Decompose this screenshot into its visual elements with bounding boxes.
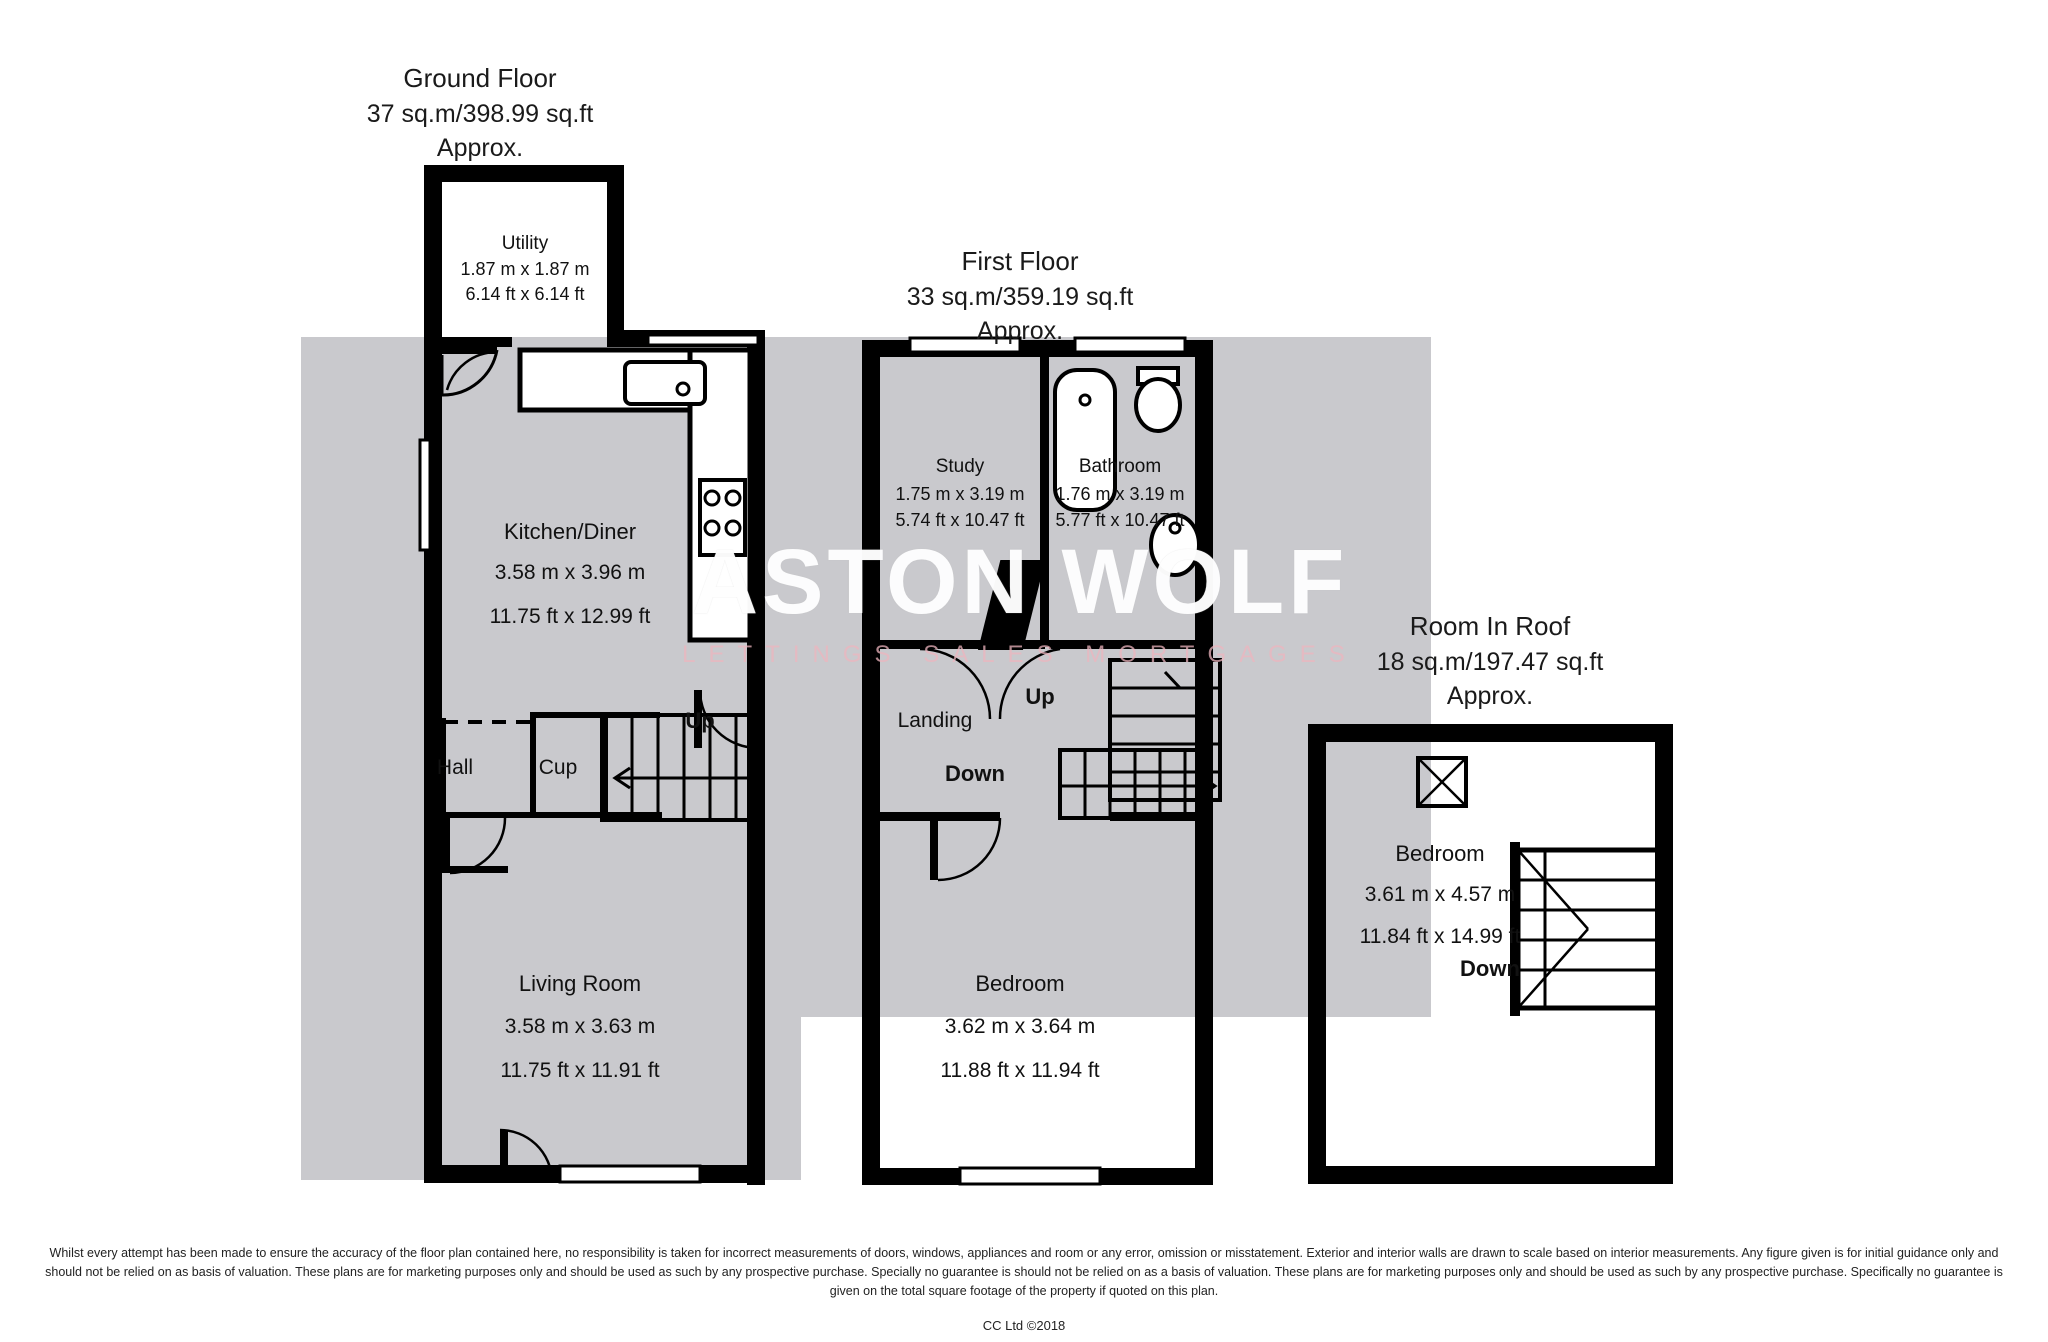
room-in-roof-area: 18 sq.m/197.47 sq.ft [1376, 648, 1604, 676]
ground-floor-approx: Approx. [436, 134, 524, 162]
gf-sink [625, 362, 705, 404]
room-dim-bathroom-ft: 5.77 ft x 10.47 ft [1055, 510, 1185, 530]
room-dim-bedroom-first-ft: 11.88 ft x 11.94 ft [940, 1059, 1100, 1082]
disclaimer-text: Whilst every attempt has been made to ensure the accuracy of the floor plan contained here, no responsibility is taken for incorrect measurements of doors, windows, appliances and room or any error, omission or misstatement. Exterior and interior walls are drawn to scale based on interior measurements. Any figure given is for initial guidance only and should not be relied on as basis of valuation. These plans are for marketing purposes only and should be used as such by any prospective purchase. Specially no guarantee is should not be relied on as a basis of valuation. These plans are for marketing purposes only and should be used as such by any prospective purchase. Specifically no guarantee is given on the total square footage of the property if quoted on this plan. [45, 1246, 2003, 1298]
room-dim-study-m: 1.75 m x 3.19 m [895, 484, 1025, 504]
room-dim-living-m: 3.58 m x 3.63 m [504, 1015, 656, 1038]
room-dim-bedroom-first-m: 3.62 m x 3.64 m [944, 1015, 1096, 1038]
room-label-study: Study [935, 456, 985, 477]
ff-door-bath-leaf [1060, 641, 1130, 649]
stair-label-up-ground: Up [685, 708, 715, 733]
ff-wall-landing-bottom [880, 812, 1000, 821]
rir-wall-left [1308, 724, 1326, 1184]
first-floor-approx: Approx. [976, 317, 1064, 345]
room-dim-bedroom-roof-ft: 11.84 ft x 14.99 ft [1359, 925, 1521, 948]
gf-hall-wall-bottom [442, 812, 662, 818]
rir-wall-top [1308, 724, 1673, 742]
watermark-sub: LETTINGS SALES MORTGAGES [682, 641, 1358, 668]
gf-door-living-leaf [500, 1130, 508, 1180]
stair-label-up-first: Up [1025, 684, 1055, 709]
ff-door-study-leaf [920, 641, 990, 649]
gf-window-living [560, 1166, 700, 1182]
room-label-kitchen-diner: Kitchen/Diner [503, 519, 637, 544]
room-dim-kitchen-ft: 11.75 ft x 12.99 ft [489, 605, 651, 628]
room-label-bedroom-first: Bedroom [975, 971, 1065, 996]
room-dim-living-ft: 11.75 ft x 11.91 ft [500, 1059, 660, 1082]
gf-wall-top [424, 165, 624, 182]
room-in-roof-title: Room In Roof [1409, 611, 1571, 641]
gf-window-kitchen [648, 335, 758, 345]
gf-door-hall-leaf [442, 818, 450, 873]
ground-floor-area: 37 sq.m/398.99 sq.ft [366, 100, 594, 128]
watermark-main: ASTON WOLF [691, 531, 1349, 633]
first-floor-title: First Floor [961, 246, 1079, 276]
stair-label-down-roof: Down [1460, 956, 1520, 981]
ff-toilet-bowl [1136, 379, 1180, 431]
room-dim-utility-ft: 6.14 ft x 6.14 ft [465, 284, 585, 304]
rir-wall-bottom [1308, 1166, 1673, 1184]
gf-utility-partition [442, 337, 512, 347]
room-dim-bathroom-m: 1.76 m x 3.19 m [1055, 484, 1185, 504]
room-label-cup: Cup [538, 756, 578, 779]
room-label-utility: Utility [501, 233, 549, 254]
room-in-roof-approx: Approx. [1446, 682, 1534, 710]
ff-door-bedroom-leaf [930, 818, 938, 880]
first-floor-area: 33 sq.m/359.19 sq.ft [906, 283, 1134, 311]
ff-window-bedroom [960, 1168, 1100, 1184]
room-label-living-room: Living Room [518, 971, 642, 996]
stair-label-down-first: Down [945, 761, 1005, 786]
ground-floor-title: Ground Floor [403, 63, 557, 93]
room-dim-utility-m: 1.87 m x 1.87 m [460, 259, 590, 279]
gf-door-hall-threshold [450, 866, 508, 873]
room-dim-study-ft: 5.74 ft x 10.47 ft [895, 510, 1025, 530]
room-label-landing: Landing [897, 709, 973, 732]
room-label-hall: Hall [436, 756, 474, 779]
copyright-text: CC Ltd ©2018 [982, 1318, 1066, 1333]
room-dim-kitchen-m: 3.58 m x 3.96 m [494, 561, 646, 584]
room-dim-bedroom-roof-m: 3.61 m x 4.57 m [1364, 883, 1516, 906]
room-label-bedroom-roof: Bedroom [1395, 841, 1485, 866]
room-label-bathroom: Bathroom [1078, 456, 1162, 477]
